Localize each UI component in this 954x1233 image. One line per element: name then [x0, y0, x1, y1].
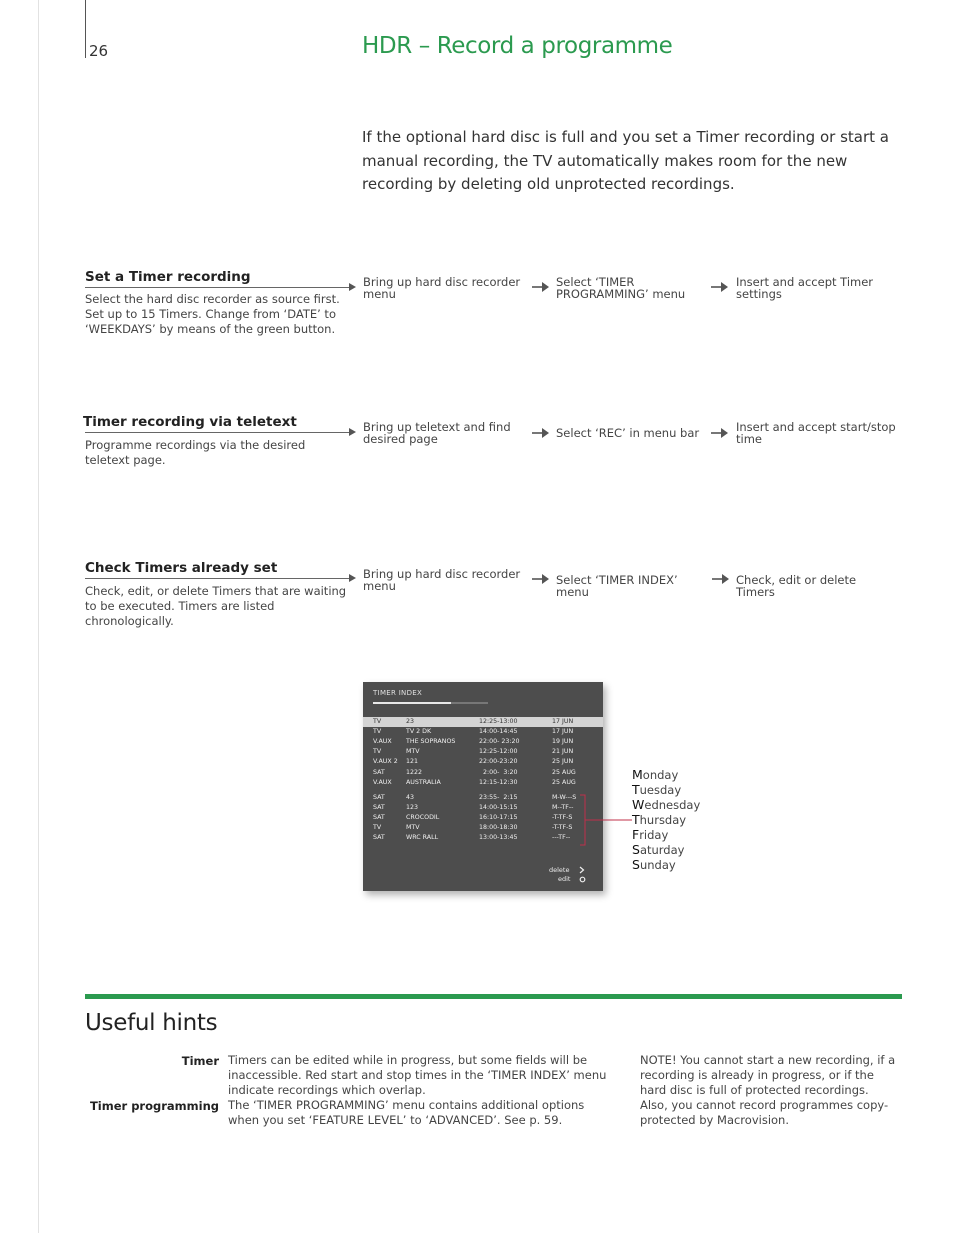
timer-programme: WRC RALL: [406, 834, 439, 841]
timer-time: 13:00-13:45: [479, 834, 518, 841]
delete-label: delete: [549, 866, 570, 874]
timer-index-progress-fill: [373, 702, 451, 704]
timer-source: V.AUX 2: [373, 758, 398, 765]
timer-source: TV: [373, 748, 382, 755]
step-1: Bring up hard disc recorder menu: [363, 567, 521, 593]
arrow-right-icon: [532, 573, 550, 585]
timer-programme: MTV: [406, 824, 420, 831]
timer-time: 12:15-12:30: [479, 779, 518, 786]
section-description: Programme recordings via the desired teletext page.: [85, 438, 306, 467]
weekday-item: Friday: [632, 827, 669, 842]
weekly-timer-row[interactable]: [363, 833, 603, 843]
timer-time: 12:25-12:00: [479, 748, 518, 755]
timer-source: SAT: [373, 834, 385, 841]
timer-source: TV: [373, 728, 382, 735]
timer-date: 17 JUN: [552, 728, 574, 735]
timer-programme: 43: [406, 794, 415, 801]
step-3: Check, edit or delete Timers: [736, 573, 857, 599]
timer-programme: 1222: [406, 769, 423, 776]
timer-source: V.AUX: [373, 779, 392, 786]
weekday-item: Wednesday: [632, 797, 701, 812]
timer-time: 22:00-23:20: [479, 758, 518, 765]
step-3: Insert and accept start/stop time: [736, 420, 896, 446]
timer-date: 17 JUN: [552, 718, 574, 725]
weekly-timer-row[interactable]: [363, 793, 603, 803]
hint-text: Timers can be edited while in progress, but some fields will be inaccessible. Red start and stop times in the ‘TIMER INDEX’ menu indicate recordings which overlap.: [228, 1053, 607, 1097]
timer-programme: THE SOPRANOS: [406, 738, 456, 745]
step-2: Select ‘REC’ in menu bar: [556, 426, 700, 440]
timer-days: -T-TF-S: [552, 824, 573, 831]
arrow-right-icon: [349, 574, 356, 582]
timer-index-screen: [363, 682, 603, 891]
page-margin-line: [38, 0, 39, 1233]
timer-date: 25 AUG: [552, 769, 576, 776]
timer-index-title: TIMER INDEX: [373, 689, 423, 697]
section-title: Timer recording via teletext: [83, 414, 297, 430]
hint-text: The ‘TIMER PROGRAMMING’ menu contains additional options when you set ‘FEATURE LEVEL’ to ‘ADVANCED’. See p. 59.: [228, 1098, 585, 1127]
timer-row[interactable]: [363, 757, 603, 767]
timer-time: 14:00-15:15: [479, 804, 518, 811]
timer-time: 14:00-14:45: [479, 728, 518, 735]
timer-date: 25 AUG: [552, 779, 576, 786]
timer-time: 23:55- 2:15: [479, 794, 518, 801]
hints-title: Useful hints: [85, 1010, 218, 1036]
timer-programme: CROCODIL: [406, 814, 440, 821]
section-description: Select the hard disc recorder as source first. Set up to 15 Timers. Change from ‘DATE’ to ‘WEEKDAYS’ by means of the green button.: [85, 292, 340, 336]
timer-source: SAT: [373, 804, 385, 811]
timer-programme: MTV: [406, 748, 420, 755]
timer-source: SAT: [373, 769, 385, 776]
timer-row[interactable]: [363, 747, 603, 757]
timer-source: SAT: [373, 794, 385, 801]
step-2: Select ‘TIMER INDEX’ menu: [556, 573, 678, 599]
timer-time: 12:25-13:00: [479, 718, 518, 725]
arrow-right-icon: [712, 573, 730, 585]
weekly-timer-row[interactable]: [363, 803, 603, 813]
timer-row[interactable]: [363, 768, 603, 778]
arrow-right-icon: [532, 427, 550, 439]
timer-programme: 121: [406, 758, 419, 765]
timer-programme: 23: [406, 718, 415, 725]
step-3: Insert and accept Timer settings: [736, 275, 874, 301]
section-title: Check Timers already set: [85, 560, 278, 576]
step-1: Bring up teletext and find desired page: [363, 420, 511, 446]
timer-days: ---TF--: [552, 834, 571, 841]
arrow-right-icon: [711, 427, 729, 439]
weekday-item: Saturday: [632, 842, 685, 857]
circle-icon[interactable]: [579, 876, 586, 883]
weekday-item: Thursday: [632, 812, 687, 827]
page-number-divider: [85, 0, 86, 58]
section-rule: [85, 287, 349, 288]
edit-label: edit: [558, 875, 571, 883]
section-rule: [85, 578, 349, 579]
timer-date: 25 JUN: [552, 758, 574, 765]
hint-term: Timer: [181, 1054, 219, 1068]
page-number: 26: [89, 42, 109, 60]
arrow-right-icon: [711, 281, 729, 293]
timer-time: 22:00- 23:20: [479, 738, 520, 745]
weekday-item: Monday: [632, 767, 679, 782]
timer-time: 2:00- 3:20: [479, 769, 518, 776]
weekly-timer-row[interactable]: [363, 813, 603, 823]
weekday-item: Sunday: [632, 857, 676, 872]
timer-programme: TV 2 DK: [406, 728, 432, 735]
timer-source: TV: [373, 718, 382, 725]
arrow-right-icon: [349, 428, 356, 436]
weekday-item: Tuesday: [632, 782, 682, 797]
hints-note: NOTE! You cannot start a new recording, if a recording is already in progress, or if the hard disc is full of protected recordings. Also, you cannot record programmes copy-protected by Macrovision.: [640, 1053, 896, 1127]
timer-programme: AUSTRALIA: [406, 779, 441, 786]
hints-divider: [85, 994, 902, 999]
step-2: Select ‘TIMER PROGRAMMING’ menu: [556, 275, 686, 301]
weekday-bracket: [580, 790, 640, 850]
timer-days: -T-TF-S: [552, 814, 573, 821]
timer-source: TV: [373, 824, 382, 831]
timer-programme: 123: [406, 804, 419, 811]
timer-date: 21 JUN: [552, 748, 574, 755]
timer-date: 19 JUN: [552, 738, 574, 745]
timer-row[interactable]: [363, 717, 603, 727]
step-1: Bring up hard disc recorder menu: [363, 275, 521, 301]
timer-days: M--TF--: [552, 804, 574, 811]
timer-time: 16:10-17:15: [479, 814, 518, 821]
arrow-right-icon: [349, 283, 356, 291]
timer-row[interactable]: [363, 778, 603, 788]
arrow-right-icon: [532, 281, 550, 293]
timer-time: 18:00-18:30: [479, 824, 518, 831]
weekly-timer-row[interactable]: [363, 823, 603, 833]
page-title: HDR – Record a programme: [362, 33, 673, 59]
timer-row[interactable]: [363, 727, 603, 737]
section-title: Set a Timer recording: [85, 269, 251, 285]
intro-paragraph: If the optional hard disc is full and you set a Timer recording or start a manual recording, the TV automatically makes room for the new recording by deleting old unprotected recordings.: [362, 128, 889, 193]
timer-row[interactable]: [363, 737, 603, 747]
chevron-right-icon[interactable]: [579, 866, 585, 874]
timer-days: M-W---S: [552, 794, 577, 801]
timer-source: SAT: [373, 814, 385, 821]
hint-term: Timer programming: [89, 1099, 219, 1113]
section-rule: [85, 432, 349, 433]
timer-source: V.AUX: [373, 738, 392, 745]
section-description: Check, edit, or delete Timers that are waiting to be executed. Timers are listed chronologically.: [85, 584, 347, 628]
